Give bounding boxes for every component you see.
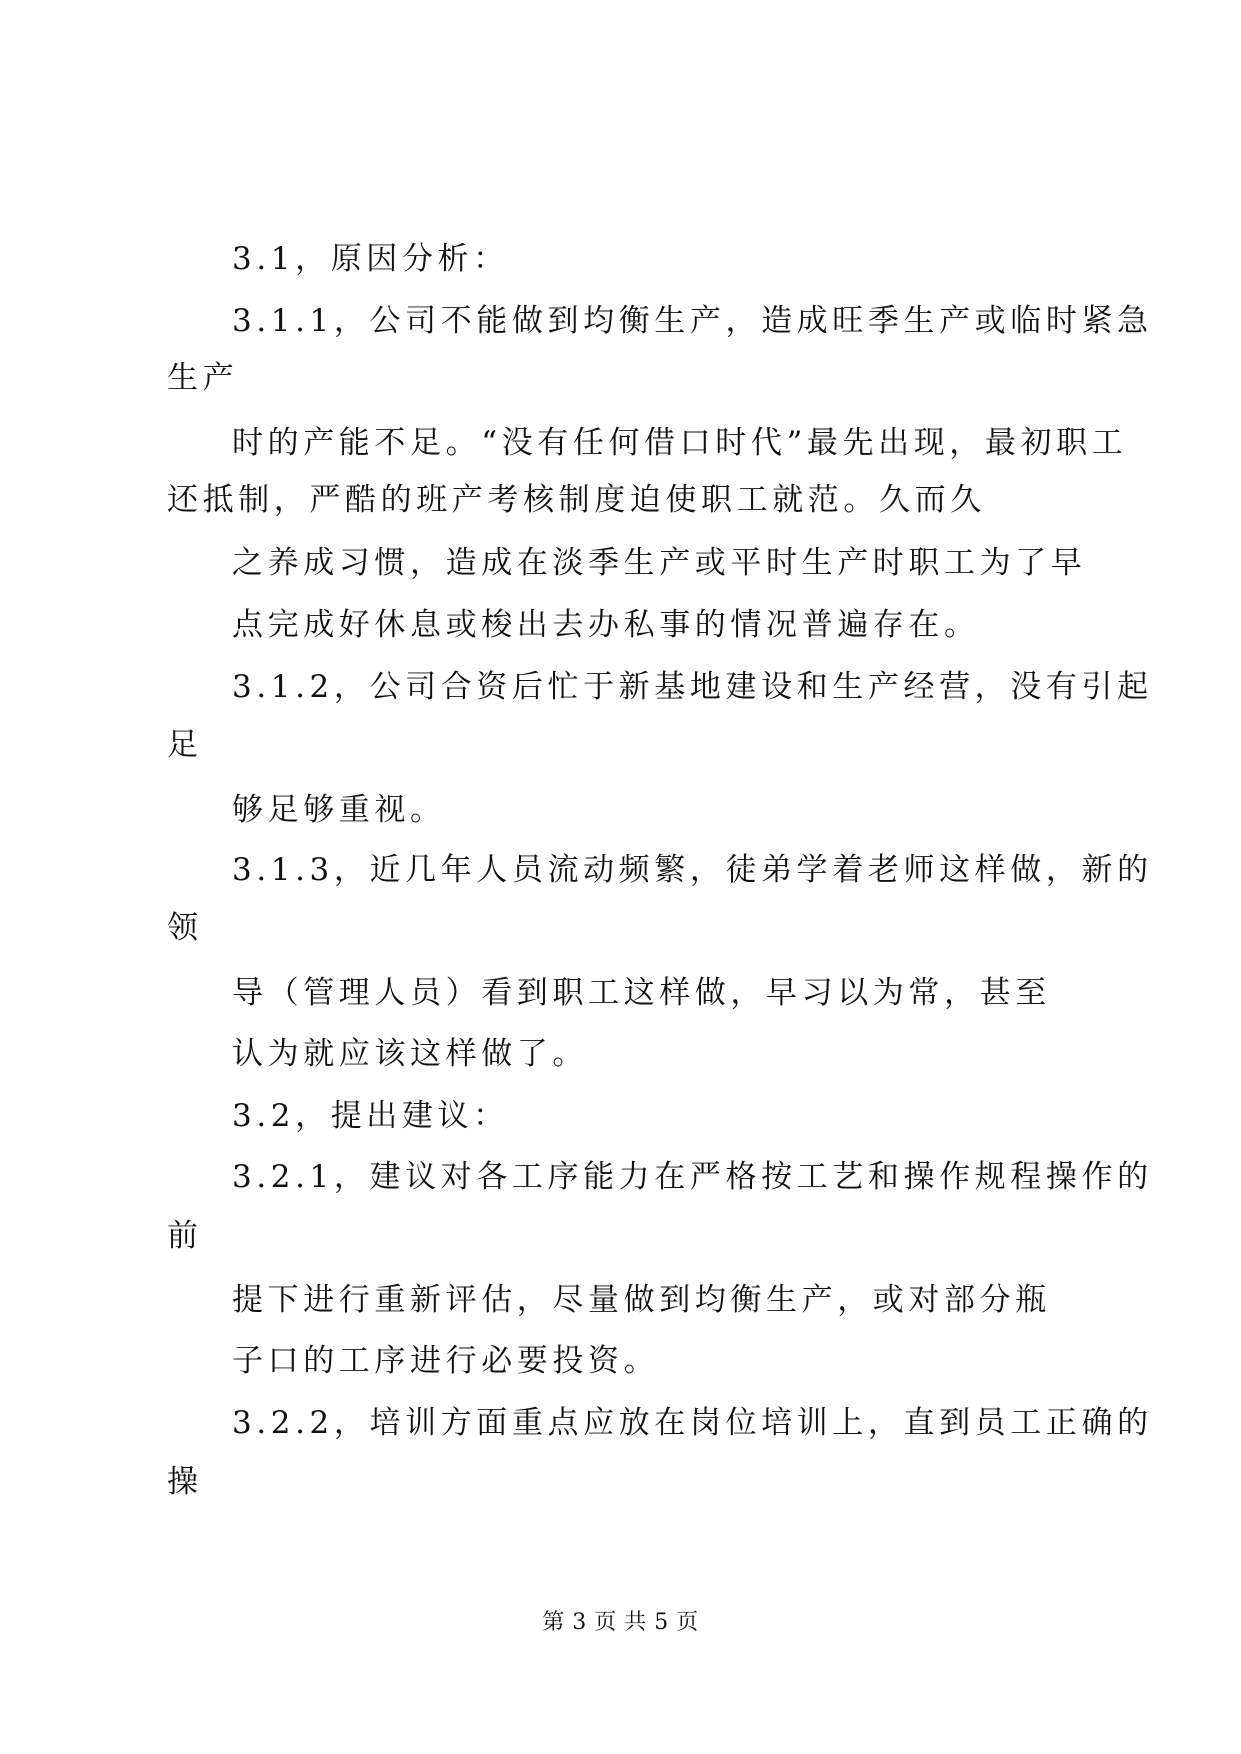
paragraph-line: 生产 — [167, 360, 239, 396]
paragraph-line: 前 — [167, 1218, 203, 1254]
section-heading-3-1: 3.1，原因分析： — [232, 241, 509, 277]
paragraph-line: 时的产能不足。“没有任何借口时代”最先出现，最初职工 — [232, 425, 1128, 461]
paragraph-line: 提下进行重新评估，尽量做到均衡生产，或对部分瓶 — [232, 1282, 1051, 1318]
paragraph-line: 操 — [167, 1464, 203, 1500]
paragraph-line: 点完成好休息或梭出去办私事的情况普遍存在。 — [232, 607, 980, 643]
paragraph-line: 3.1.2，公司合资后忙于新基地建设和生产经营，没有引起 — [232, 669, 1153, 705]
paragraph-line: 够足够重视。 — [232, 792, 446, 828]
section-heading-3-2: 3.2，提出建议： — [232, 1098, 509, 1134]
paragraph-line: 3.1.1，公司不能做到均衡生产，造成旺季生产或临时紧急 — [232, 303, 1153, 339]
paragraph-line: 3.2.2，培训方面重点应放在岗位培训上，直到员工正确的 — [232, 1405, 1153, 1441]
paragraph-line: 之养成习惯，造成在淡季生产或平时生产时职工为了早 — [232, 545, 1087, 581]
page-number-footer: 第 3 页 共 5 页 — [542, 1610, 699, 1635]
paragraph-line: 还抵制，严酷的班产考核制度迫使职工就范。久而久 — [167, 482, 986, 518]
paragraph-line: 领 — [167, 910, 203, 946]
paragraph-line: 3.1.3，近几年人员流动频繁，徒弟学着老师这样做，新的 — [232, 852, 1153, 888]
paragraph-line: 导（管理人员）看到职工这样做，早习以为常，甚至 — [232, 975, 1051, 1011]
paragraph-line: 子口的工序进行必要投资。 — [232, 1343, 660, 1379]
paragraph-line: 足 — [167, 727, 203, 763]
paragraph-line: 3.2.1，建议对各工序能力在严格按工艺和操作规程操作的 — [232, 1159, 1153, 1195]
paragraph-line: 认为就应该这样做了。 — [232, 1036, 588, 1072]
